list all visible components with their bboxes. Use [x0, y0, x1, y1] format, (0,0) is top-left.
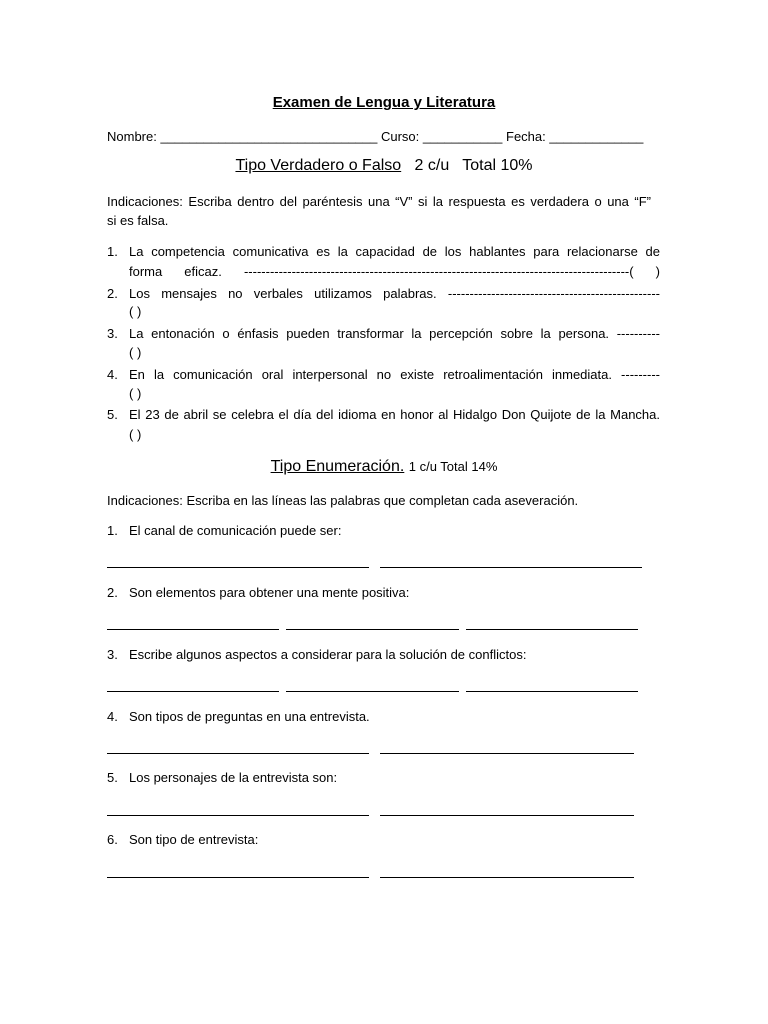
tf-item-answer-line: forma eficaz. -----------------------------------------------------------------------------------------( ) — [129, 264, 660, 279]
exam-title: Examen de Lengua y Literatura — [272, 94, 496, 111]
answer-blank[interactable] — [380, 753, 634, 754]
enum-question-number: 4. — [107, 709, 118, 724]
answer-blank[interactable] — [107, 753, 369, 754]
answer-blank[interactable] — [107, 567, 369, 568]
enum-question-text: Escribe algunos aspectos a considerar para la solución de conflictos: — [129, 647, 527, 662]
enum-question-text: Son tipo de entrevista: — [129, 832, 259, 847]
enum-question-text: Son tipos de preguntas en una entrevista. — [129, 709, 370, 724]
tf-item-number: 4. — [107, 367, 118, 382]
enum-question-number: 3. — [107, 647, 118, 662]
section2-heading — [0, 458, 768, 476]
tf-item-number: 1. — [107, 244, 118, 259]
answer-blank[interactable] — [380, 877, 634, 878]
answer-blank[interactable] — [286, 629, 459, 630]
tf-item-answer-box: ( ) — [129, 386, 142, 401]
tf-item-number: 2. — [107, 286, 118, 301]
tf-item-text: En la comunicación oral interpersonal no existe retroalimentación inmediata. --------- — [129, 367, 660, 382]
enum-question-text: El canal de comunicación puede ser: — [129, 523, 342, 538]
section2-title: Tipo Enumeración. — [270, 458, 405, 475]
enum-question-number: 6. — [107, 832, 118, 847]
section2-instructions: Indicaciones: Escriba en las líneas las palabras que completan cada aseveración. — [107, 493, 579, 508]
enum-question-text: Los personajes de la entrevista son: — [129, 770, 338, 785]
answer-blank[interactable] — [466, 629, 638, 630]
tf-item-text: La competencia comunicativa es la capacidad de los hablantes para relacionarse de — [129, 244, 660, 259]
answer-blank[interactable] — [466, 691, 638, 692]
tf-item-answer-box: ( ) — [129, 345, 142, 360]
tf-item-number: 3. — [107, 326, 118, 341]
enum-question-number: 1. — [107, 523, 118, 538]
section2-points-total: 1 c/u Total 14% — [408, 459, 498, 474]
answer-blank[interactable] — [107, 815, 369, 816]
enum-question-text: Son elementos para obtener una mente positiva: — [129, 585, 410, 600]
answer-blank[interactable] — [286, 691, 459, 692]
student-info-line: Nombre: ______________________________ Curso: ___________ Fecha: _____________ — [107, 129, 644, 144]
answer-blank[interactable] — [107, 691, 279, 692]
tf-item-answer-box: ( ) — [129, 427, 142, 442]
section1-title: Tipo Verdadero o Falso — [235, 157, 402, 174]
answer-blank[interactable] — [107, 877, 369, 878]
section1-instructions-line2: si es falsa. — [107, 213, 169, 228]
answer-blank[interactable] — [107, 629, 279, 630]
tf-item-answer-box: ( ) — [129, 304, 142, 319]
enum-question-number: 2. — [107, 585, 118, 600]
section1-heading — [0, 157, 768, 175]
tf-item-text: La entonación o énfasis pueden transformar la percepción sobre la persona. ---------- — [129, 326, 660, 341]
tf-item-text: Los mensajes no verbales utilizamos palabras. ------------------------------------------------- — [129, 286, 660, 301]
answer-blank[interactable] — [380, 815, 634, 816]
tf-item-text: El 23 de abril se celebra el día del idioma en honor al Hidalgo Don Quijote de la Mancha. — [129, 407, 660, 422]
enum-question-number: 5. — [107, 770, 118, 785]
tf-item-number: 5. — [107, 407, 118, 422]
section1-points: 2 c/u — [414, 157, 450, 174]
section1-total: Total 10% — [462, 157, 533, 174]
section1-instructions-line1: Indicaciones: Escriba dentro del paréntesis una “V” si la respuesta es verdadera o una “F” — [107, 194, 651, 209]
answer-blank[interactable] — [380, 567, 642, 568]
